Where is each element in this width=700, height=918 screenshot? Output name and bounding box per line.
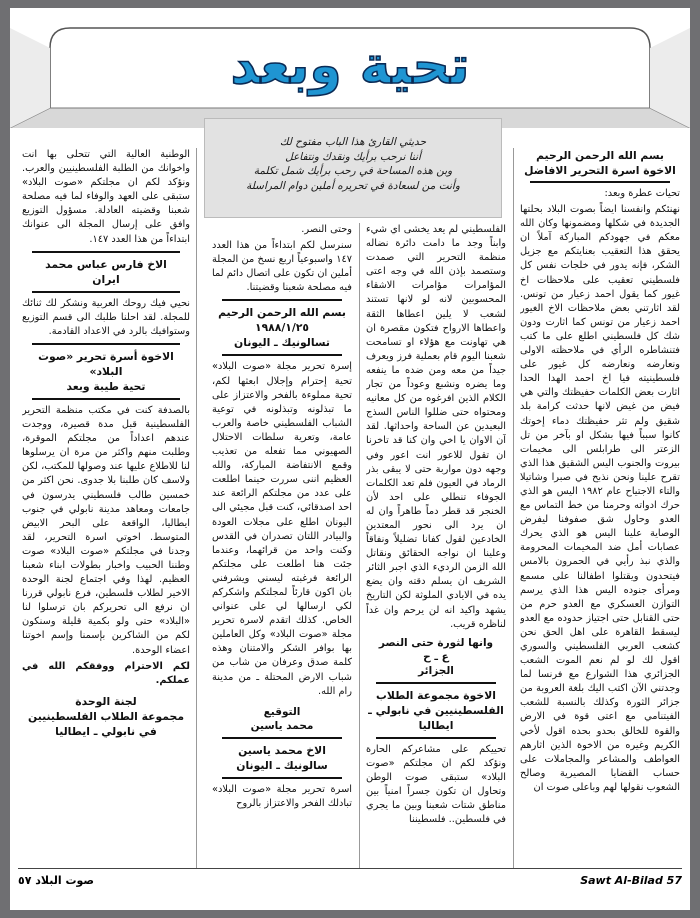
quote-line: أننا نرحب برأيك ونقدك ونتفاعل [285,150,421,163]
letter1-continuation: الفلسطيني لم يعد يخشى اي شيء وابناً وجد ما دامت دائرة نضاله منظمة التحرير التي صمدت وستصمد بإذن الله في وجه اعتى المؤامرات مؤامرات الاشقاء المحسوبين لانه لو لانها تستند لشعب لا يلين اعطاها الثقة واعطاها الارواح فتكون مقصرة ان هي تهاونت مع هؤلاء او تسامحت شعبنا اليوم قام بعملية فرز ويعرف جيداً من معه ومن ضده ما ينفعه وما يضره ونشبع وعوداً من تجار الكلام الذين افرغوه من كل معانيه ومحتواه حتى ضللوا الناس السذج البعيدين عن الساحة واحداثها. لقد آن الاوان يا اخي وان كنا قد تاخرنا ان تقول للاعور انت اعور وفي وجهه دون مواربة حتى لا يبقى بذر الرماد في العيون فلم تعد الكلمات الجوفاء تنطلي على احد لأن الخنجر قد قطر دماً طاهراً وان له ان يرد الى نحور المعتدين الخادعين لقول كفانا تضليلاً ونفاقاً وعلينا ان نواجه الحقائق ونقاتل الله الزمن الرديء الذي اجبر الثائر الشريف ان يسلم دقته وان يضع يده في الايادي الملوثة لكن التاريخ يشهد واكيد انه لن يرحم وان غداً لناظره قريب. [366,224,506,630]
letter1-signature: ع ـ ح [423,650,449,663]
letter1-greeting: بسم الله الرحمن الرحيم [536,149,664,162]
divider [376,737,496,739]
divider [32,398,180,400]
quote-line: وأنت من لسعادة في تحريره أملين دوام المراسلة [246,179,460,192]
reply4-body: نحيي فيك روحك العربية ونشكر لك ثنائك للمجلة. لقد احلنا طلبك الى قسم التوزيع وستوافيك بالرد في الاعداد القادمة. [22,297,190,337]
quote-line: حديثي القارئ هذا الباب مفتوح لك [279,136,427,148]
divider [222,777,342,779]
editor-quote-box [204,118,502,218]
letter1-recipient: الاخوة اسرة التحرير الافاضل [524,164,676,177]
letter1-salute: تحيات عطرة وبعد: [604,188,680,199]
reply4-place: ايران [92,272,120,286]
divider [222,354,342,356]
reply2-body: الوطنية العالية التي تتحلى بها انت واخوانك من الطلبة الفلسطينيين والعرب. ونؤكد لكم ان مجلتكم «صوت البلاد» ستبقى على العهد والوفاء لما فيه مصلحة شعبنا وقضيته العادلة. مسؤول التوزيع وافق على إرسال المجلة الى عنوانك ابتداءاً من هذا العدد ١٤٧. [22,149,190,245]
reply3-place: سالونيك ـ اليونان [236,758,328,772]
letter5-sig2: مجموعة الطلاب الفلسطينيين في نابولي ـ ايطاليا [27,709,185,738]
reply4-name: الاخ فارس عباس محمد [45,257,167,271]
reply-title: الاخوة مجموعة الطلاب الفلسطينيين في نابولي ـ ايطاليا [368,688,504,732]
quote-line: وبن هذه المساحة في رحب برأيك شمل تكلمة [253,165,453,177]
letter5-to: الاخوة أسرة تحرير «صوت البلاد» [38,349,174,378]
column-3 [212,223,352,868]
letter1-signature-place: الجزائر [418,664,454,677]
divider [376,682,496,684]
magazine-page [10,8,690,910]
footer-rule [18,868,682,869]
letter3-signature-label: التوقيع [263,705,301,718]
divider [222,299,342,301]
letter1-body: نهنئكم وانفسنا ايضاً بصوت البلاد بحلتها الجديدة في شكلها ومضمونها وكان الله معكم في جهودكم المباركة آملاً ان يحقق هذا التعقيب بعنايتكم مع جزيل الشكر، فإنه يدور في خلجات نفس كل فلسطيني تعقيب على ملاحظات اخ غيور كما يقول احمد زعيار من تونس. لقد اثارتني بعض ملاحظات الاخ الغيور احمد زعيار من تونس كما اثارت ودون شك كل فلسطيني اطلع على ما كتب فتنشاطره الرأي في ملاحظته الاولى ونعارضه ونعارضه كل غيور على فلسطينيته فيا اخ احمد الهدا الحدا اثارت بعض الكلمات حفيظتك والتي هي فيض من غيض لانها حدثت كرامة بلد شقيق ولم تثر حفيظتك دماء إخوتك كانوا سبباً فيها بشكل او بآخر من تل الزعتر الى طرابلس الى مخيمات بيروت والجنوب اليس الشقيق هذا الذي تقرح علينا ونحن نذبح في صبرا وشاتيلا والتاء الاجتياح عام ١٩٨٢ اليس هو الذي حرك ادواته وحرمنا من خط التماس مع العدو وحاول شق صفوفنا ليفرض الوصاية علينا اليس هو الذي يحرك عصابات أمل ضد المخيمات المحرومة والذي نبذ رأيي في الحمرون بالامس فيتحدون ويقتلوا اطفالنا على مسمع ومرأى جنوده اليس هذا الذي يرسم التوازن العسكري مع العدو حرم من حتى القنابل حتى اجتياز حدوده مع العدو ليسقط القاهرة على اهل الحق نحن كشعب العربي الفلسطيني والسوري اقول لك لو لم نعم الموت الشعب الجزائري هذا الشوارع مع فرنسا لما وجدتني الآن اكتب اليك بلغة العروبة من جزائر الثورة وكذلك بالنسبة للشعب الفيتنامي مع اعتى قوة في الارض والقوة للخالق بحدو بحده اقول لأخي الكريم وغيره من الاخوة الذين اثارهم العواطف والمشاعر والمجاملات على حساب القضايا المصيرية وصالح الشعوب نقولها لهم وباعلى صوت ان [520,204,680,793]
reply3-body: اسرة تحرير مجلة «صوت البلاد» تبادلك الفخر والاعتزاز بالروح [212,783,352,809]
footer-arabic: صوت البلاد ٥٧ [18,874,95,887]
reply3-title: الاخ محمد ياسين [238,743,326,757]
letter5-sig1: لجنة الوحدة [75,694,137,708]
column-divider [359,223,360,868]
column-1 [520,148,680,868]
letter3-signature-name: محمد ياسين [250,719,314,732]
divider [530,181,670,183]
footer-latin: Sawt Al-Bilad 57 [580,874,682,887]
column-divider [196,148,197,868]
letter3-date: ١٩٨٨/١/٢٥ [254,321,310,335]
divider [32,251,180,253]
letter2-top: وحتى النصر. [301,224,352,235]
letter5-thanks: لكم الاحترام ووفقكم الله في عملكم. [22,660,190,686]
letter1-closing: وانها لثورة حتى النصر [378,636,494,649]
divider [32,343,180,345]
header-banner [10,8,690,128]
letter3-basmala: بسم الله الرحمن الرحيم [218,306,346,320]
reply-body: تحييكم على مشاعركم الحارة ونؤكد لكم ان مجلتكم «صوت البلاد» ستبقى صوت الوطن وتحاول ان تكون جسراً امنياً بين مناطق شتات شعبنا وبين ما يجري في فلسطين.. فلسطيننا [366,743,506,826]
column-4 [22,148,190,868]
column-2 [366,223,506,868]
letter2-reply: سنرسل لكم ابتداءاً من هذا العدد ١٤٧ واسبوعياً اربع نسخ من المجلة أملين ان تكون على اتصال دائم لما فيه مصلحة شعبنا وقضيتنا. [212,240,352,294]
letter5-body: بالصدفة كنت في مكتب منظمة التحرير الفلسطينية قبل مدة قصيرة، ووجدت عندهم اعداداً من مجلتكم الموقرة، وطلبت منهم واكثر من مرة ان يرسلوها لنا للاطلاع عليها عند وصولها للمكتب، لكن ولاسف كان طلبنا بلا جدوى. نحن اكثر من خمسين طالب فلسطيني يدرسون في جامعات ومعاهد مدينة نابولي في جنوب ايطاليا، الواقعة على البحر الابيض المتوسط. اخوتي اسرة التحرير، لقد وجدنا في مجلتكم «صوت البلاد» صوت وطننا الحبيب واخبار بطولات ابناء شعبنا العظيم. لهذا وفي اجتماع لجنة الوحدة الاخير لطلاب فلسطين، فرع نابولي قررنا ان نرفع الى تحريركم بان ترسلوا لنا «البلاد» حتى ولو بكمية قليلة وسنكون لكم من الشاكرين بإسمنا وإسم اخوتنا اعضاء الوحدة. [22,404,190,656]
divider [222,737,342,739]
letter5-greeting: تحية طيبة وبعد [66,379,146,393]
page-title: تحية وبعد [230,36,470,96]
letter3-place: تسالونيك ـ اليونان [234,336,330,350]
letter3-body: إسرة تحرير مجلة «صوت البلاد» تحية إحترام وإجلال ابعثها لكم، تحية مملوءة بالفخر والاعتزاز على ما تبذلونه وتبذلونه في توعية الشباب الفلسطيني خاصة والعرب عامة، وتعرية سلطات الاحتلال الصهيوني مما تفعله من تعذيب وقمع الانتفاضة المباركة، والله العظيم اننى سررت حينما اطلعت على عدد من مجلتكم الرائعة عند احد اصدقائي، كنت قبل مجيئي الى اليونان اطلع على مجلات العودة والبيادر اللتان تصدران في القدس وكنت واحد من قرائهما، وعندما جئت هنا اطلعت على مجلتكم الرائعة فرغبته ليسني ويشرفني بان اكون قارئاً لمجلتكم واشكركم لكي ارسالها لي على عنواني الخاص. كذلك اتقدم لاسرة تحرير مجلة «صوت البلاد» وكل العاملين بها بوافر الشكر والامتنان وهذه كلمة صدق وعرفان من شاب من شباب الارض المحتلة ـ من مدينة رام الله. [212,361,352,697]
divider [32,291,180,293]
column-divider [513,148,514,868]
